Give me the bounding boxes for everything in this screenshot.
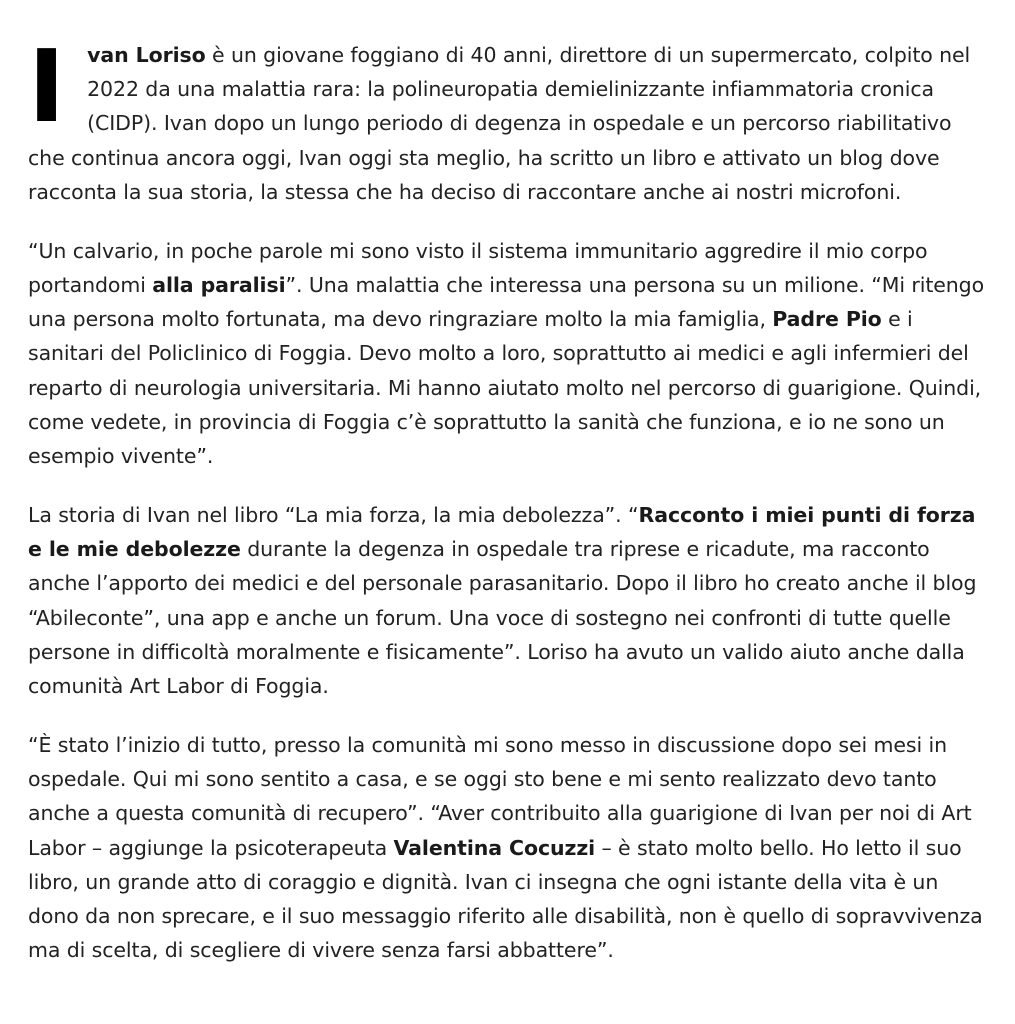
paragraph-2-text-c: ”. Una malattia che interessa una persona su un milione. “Mi ritengo una persona molto fortunata, ma devo ringraziare molto la mia famiglia, — [28, 273, 985, 332]
paragraph-2 — [28, 234, 988, 473]
bold-padre-pio: Padre Pio — [772, 307, 882, 332]
bold-racconto-punti-forza: Racconto i miei punti di forza e le mie debolezze — [28, 503, 976, 562]
paragraph-4-text-c: – è stato molto bello. Ho letto il suo libro, un grande atto di coraggio e dignità. Ivan ci insegna che ogni istante della vita è un dono da non sprecare, e il suo messaggio riferito alle disabilità, non è quello di sopravvivenza ma di scelta, di scegliere di vivere senza farsi abbattere”. — [28, 835, 983, 963]
paragraph-3-text-c: durante la degenza in ospedale tra riprese e ricadute, ma racconto anche l’apporto dei medici e del personale parasanitario. Dopo il libro ho creato anche il blog “Abileconte”, una app e anche un forum. Una voce di sostegno nei confronti di tutte quelle persone in difficoltà moralmente e fisicamente”. Loriso ha avuto un valido aiuto anche dalla comunità Art Labor di Foggia. — [28, 537, 977, 699]
bold-name-ivan-loriso: van Loriso — [87, 43, 206, 67]
bold-valentina-cocuzzi: Valentina Cocuzzi — [393, 835, 596, 860]
article-body — [28, 28, 988, 992]
paragraph-3-text-a: La storia di Ivan nel libro “La mia forza, la mia debolezza”. “ — [28, 503, 639, 528]
bold-alla-paralisi: alla paralisi — [152, 273, 286, 298]
paragraph-1 — [28, 28, 988, 209]
paragraph-2-text-a: “Un calvario, in poche parole mi sono visto il sistema immunitario aggredire il mio corpo portandomi — [28, 238, 928, 298]
drop-cap: I — [28, 28, 66, 145]
paragraph-4-text-a: “È stato l’inizio di tutto, presso la comunità mi sono messo in discussione dopo sei mesi in ospedale. Qui mi sono sentito a casa, e se oggi sto bene e mi sento realizzato devo tanto anche a questa comunità di recupero”. “Aver contribuito alla guarigione di Ivan per noi di Art Labor – aggiunge la psicoterapeuta — [28, 733, 972, 860]
paragraph-2-text-d: e i sanitari del Policlinico di Foggia. Devo molto a loro, soprattutto ai medici e agli infermieri del reparto di neurologia universitaria. Mi hanno aiutato molto nel percorso di guarigione. Quindi, come vedete, in provincia di Foggia c’è soprattutto la sanità che funziona, e io ne sono un esempio vivente”. — [28, 307, 982, 469]
paragraph-1-text: è un giovane foggiano di 40 anni, direttore di un supermercato, colpito nel 2022 da una malattia rara: la polineuropatia demielinizzante infiammatoria cronica (CIDP). Ivan dopo un lungo periodo di degenza in ospedale e un percorso riabilitativo che continua ancora oggi, Ivan oggi sta meglio, ha scritto un libro e attivato un blog dove racconta la sua storia, la stessa che ha deciso di raccontare anche ai nostri microfoni. — [28, 43, 971, 204]
paragraph-4 — [28, 728, 988, 967]
paragraph-3 — [28, 498, 988, 703]
